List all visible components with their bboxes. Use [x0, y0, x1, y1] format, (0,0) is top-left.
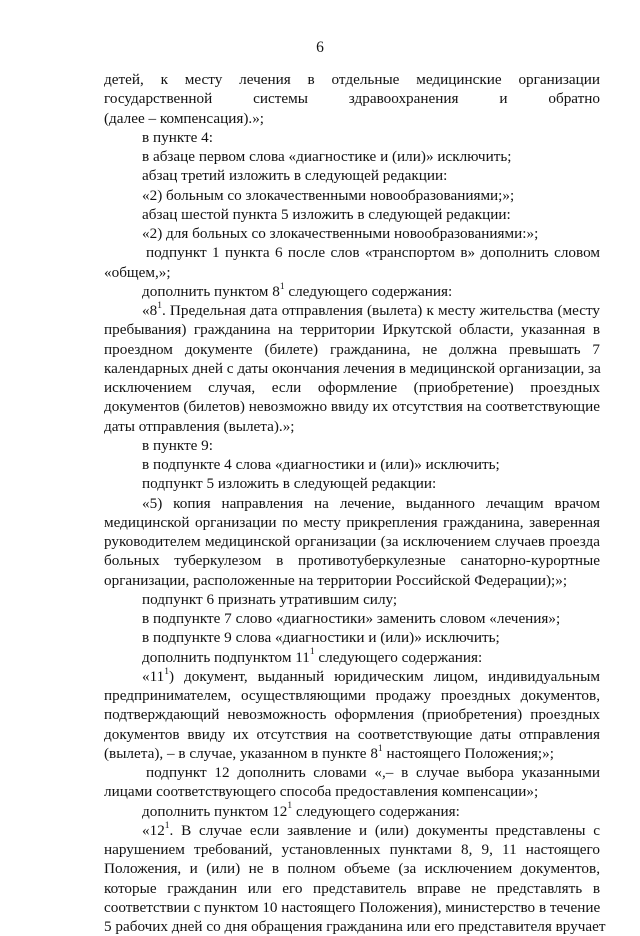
text-line: дополнить пунктом $8^1$ следующего содержания: — [142, 281, 453, 300]
text-line: руководителем медицинской организации (за исключением случаев проезда — [104, 533, 600, 550]
superscript: 1 — [279, 281, 285, 292]
text-line: государственной системы здравоохранения и обратно — [104, 90, 600, 108]
page-number: 6 — [316, 39, 324, 56]
text-line: подпункт 6 признать утратившим силу; — [142, 590, 398, 608]
text-line: подтверждающий невозможность оформления (приобретения) проездных — [104, 706, 600, 724]
text-line: больных туберкулезом в противотуберкулезные санаторно-курортные — [104, 552, 600, 570]
text-line: «2) больным со злокачественными новообразованиями;»; — [142, 186, 515, 204]
text-line: «$8^1$. Предельная дата отправления (вылета) к месту жительства (месту — [142, 300, 600, 319]
text-line: дополнить пунктом $12^1$ следующего содержания: — [142, 801, 460, 820]
text-line: пребывания) гражданина на территории Иркутской области, указанная в — [104, 321, 600, 339]
text-line: абзац третий изложить в следующей редакции: — [142, 167, 448, 185]
text-line: подпункт 12 дополнить словами «,– в случае выбора указанными — [146, 764, 600, 781]
text-line: в абзаце первом слова «диагностике и (или)» исключить; — [142, 148, 512, 165]
text-line: дополнить подпунктом $11^1$ следующего содержания: — [142, 647, 483, 666]
text-line: предпринимателем, осуществляющими продажу проездных документов, — [104, 687, 600, 704]
text-line: в пункте 9: — [142, 436, 213, 454]
text-line: документов ввиду их отсутствия на соответствующие даты отправления — [104, 725, 600, 743]
text-line: «5) копия направления на лечение, выданного лечащим врачом — [142, 494, 600, 512]
superscript: 1 — [157, 300, 162, 311]
superscript: 1 — [164, 820, 170, 831]
text-line: «общем,»; — [104, 263, 171, 281]
text-line: календарных дней с даты окончания лечения в медицинской организации, за — [104, 359, 601, 377]
text-line: в подпункте 7 слово «диагностики» заменить словом «лечения»; — [142, 610, 561, 627]
text-line: проездном документе (билете) гражданина, не должна превышать 7 — [104, 340, 600, 358]
text-line: «$11^1$) документ, выданный юридическим лицом, индивидуальным — [142, 666, 600, 685]
superscript: 1 — [377, 743, 383, 754]
text-line: детей, к месту лечения в отдельные медицинские организации — [104, 71, 600, 88]
text-line: абзац шестой пункта 5 изложить в следующей редакции: — [142, 205, 511, 223]
text-line: в подпункте 4 слова «диагностики и (или)» исключить; — [142, 456, 500, 473]
text-line: «2) для больных со злокачественными новообразованиями:»; — [142, 225, 539, 242]
text-line: 5 рабочих дней со дня обращения гражданина или его представителя вручает — [104, 918, 606, 935]
text-line: в подпункте 9 слова «диагностики и (или)» исключить; — [142, 629, 500, 647]
text-line: лицами соответствующего способа предоставления компенсации»; — [104, 783, 539, 801]
text-line: которые гражданин или его представитель вправе не представлять в — [104, 879, 600, 897]
text-line: в пункте 4: — [142, 128, 213, 146]
text-line: подпункт 1 пункта 6 после слов «транспортом в» дополнить словом — [146, 244, 600, 262]
text-line: (далее – компенсация).»; — [104, 109, 265, 127]
text-line: исключением случая, если оформление (приобретение) проездных — [104, 379, 600, 396]
text-line: документов (билетов) невозможно ввиду их отсутствия на соответствующие — [104, 398, 600, 416]
text-line: даты отправления (вылета).»; — [104, 417, 295, 435]
text-line: «$12^1$. В случае если заявление и (или) документы представлены с — [142, 820, 600, 839]
text-line: медицинской организации по месту прикрепления гражданина, заверенная — [104, 513, 600, 531]
text-line: организации, расположенные на территории Российской Федерации);»; — [104, 571, 568, 589]
text-line: Положения, и (или) не в полном объеме (за исключением документов, — [104, 860, 600, 878]
text-line: подпункт 5 изложить в следующей редакции: — [142, 475, 437, 493]
superscript: 1 — [309, 647, 315, 658]
superscript: 1 — [164, 666, 169, 677]
superscript: 1 — [287, 801, 293, 812]
document-body — [104, 70, 606, 936]
text-line: соответствии с пунктом 10 настоящего Положения), министерство в течение — [104, 898, 601, 916]
text-line: (вылета), – в случае, указанном в пункте $8^1$ настоящего Положения;»; — [104, 743, 554, 762]
text-line: нарушением требований, установленных пунктами 8, 9, 11 настоящего — [104, 841, 600, 858]
